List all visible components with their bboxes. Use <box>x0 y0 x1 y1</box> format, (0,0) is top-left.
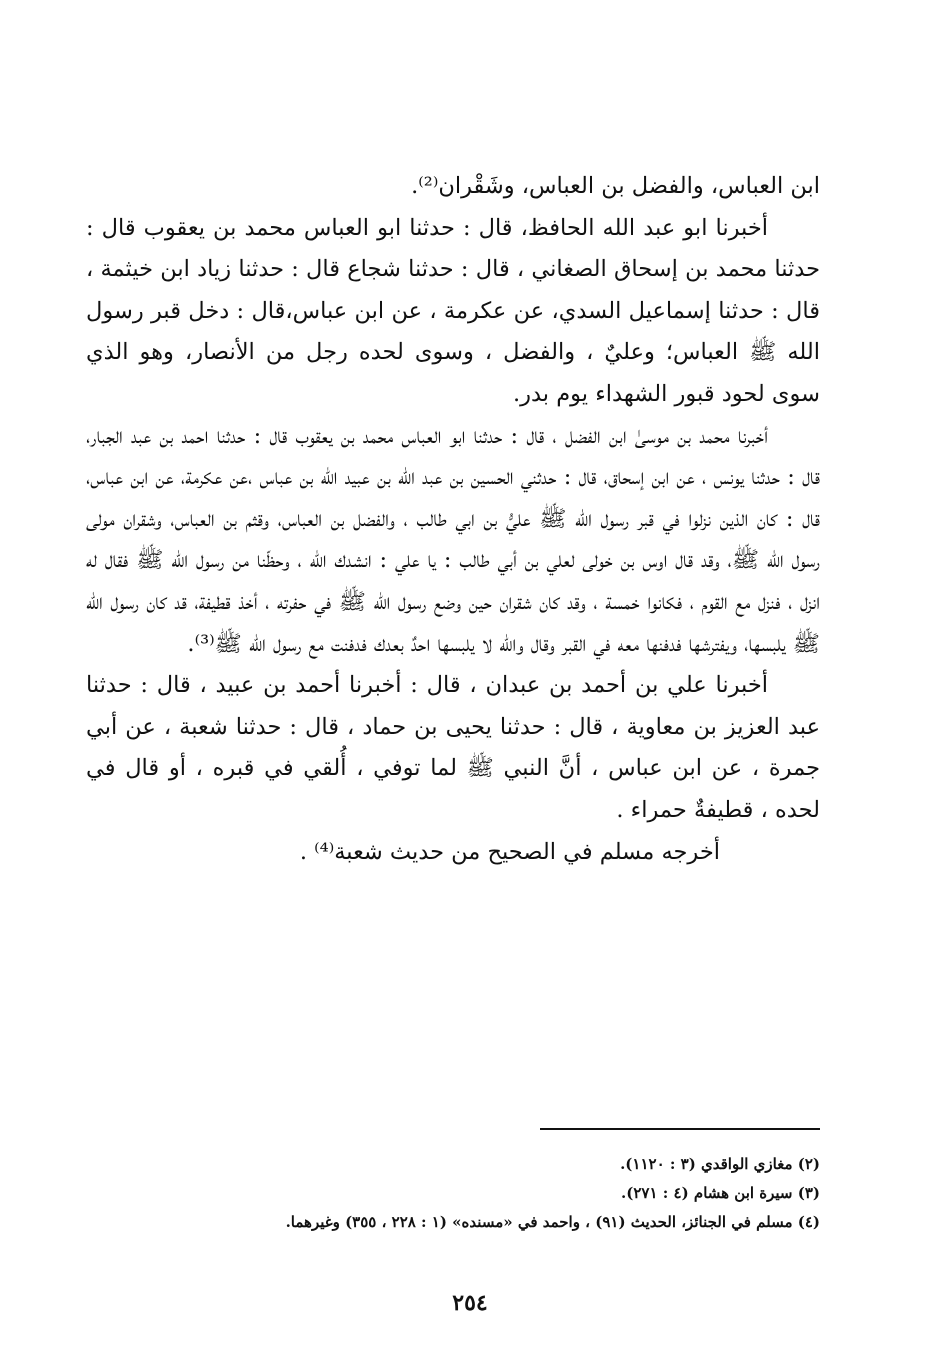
page-number: ٢٥٤ <box>452 1290 488 1316</box>
paragraph-takhrij: أخرجه مسلم في الصحيح من حديث شعبة⁽⁴⁾ . <box>299 838 720 865</box>
footnotes <box>120 1150 820 1237</box>
footnote-2: (٢) مغازي الواقدي (٣ : ١١٢٠). <box>620 1155 820 1173</box>
paragraph-continuation: ابن العباس، والفضل بن العباس، وشَقْران⁽²⁾. <box>411 173 820 199</box>
paragraph-narration-2: أخبرنا محمد بن موسىٰ ابن الفضل ، قال : حدثنا ابو العباس محمد بن يعقوب قال : حدثنا احمد بن عبد الجبار، قال : حدثنا يونس ، عن ابن إسحاق، قال : حدثني الحسين بن عبد الله بن عبيد الله بن عباس ،عن عكرمة، عن ابن عباس، قال : كان الذين نزلوا في قبر رسول الله ﷺ عليُّ بن ابي طالب ، والفضل بن العباس، وقثم بن العباس، وشقران مولى رسول الله ﷺ، وقد قال اوس بن خولى لعلي بن أبي طالب : يا علي : انشدك الله ، وحظّنا من رسول الله ﷺ فقال له انزل ، فنزل مع القوم ، فكانوا خمسة ، وقد كان شقران حين وضع رسول الله ﷺ في حفرته ، أخذ قطيفة، قد كان رسول الله ﷺ يلبسها، ويفترشها فدفنها معه في القبر وقال والله لا يلبسها احدٌ بعدك فدفنت مع رسول الله ﷺ⁽³⁾. <box>86 422 820 657</box>
paragraph-narration-3: أخبرنا علي بن أحمد بن عبدان ، قال : أخبرنا أحمد بن عبيد ، قال : حدثنا عبد العزيز بن معاوية ، قال : حدثنا يحيى بن حماد ، قال : حدثنا شعبة ، عن أبي جمرة ، عن ابن عباس ، أنَّ النبي ﷺ لما توفي ، أُلقي في قبره ، أو قال في لحده ، قطيفةٌ حمراء . <box>86 672 820 823</box>
footnote-4: (٤) مسلم في الجنائز، الحديث (٩١) ، واحمد في «مسنده» (١ : ٢٢٨ ، ٣٥٥) وغيرهما. <box>285 1213 820 1231</box>
main-text <box>86 166 820 873</box>
footnote-3: (٣) سيرة ابن هشام (٤ : ٢٧١). <box>621 1184 820 1202</box>
footnote-separator <box>540 1128 820 1130</box>
paragraph-narration-1: أخبرنا ابو عبد الله الحافظ، قال : حدثنا ابو العباس محمد بن يعقوب قال : حدثنا محمد بن إسحاق الصغاني ، قال : حدثنا شجاع قال : حدثنا زياد ابن خيثمة ، قال : حدثنا إسماعيل السدي، عن عكرمة ، عن ابن عباس،قال : دخل قبر رسول الله ﷺ العباس؛ وعليٌ ، والفضل ، وسوى لحده رجل من الأنصار، وهو الذي سوى لحود قبور الشهداء يوم بدر. <box>86 214 820 407</box>
